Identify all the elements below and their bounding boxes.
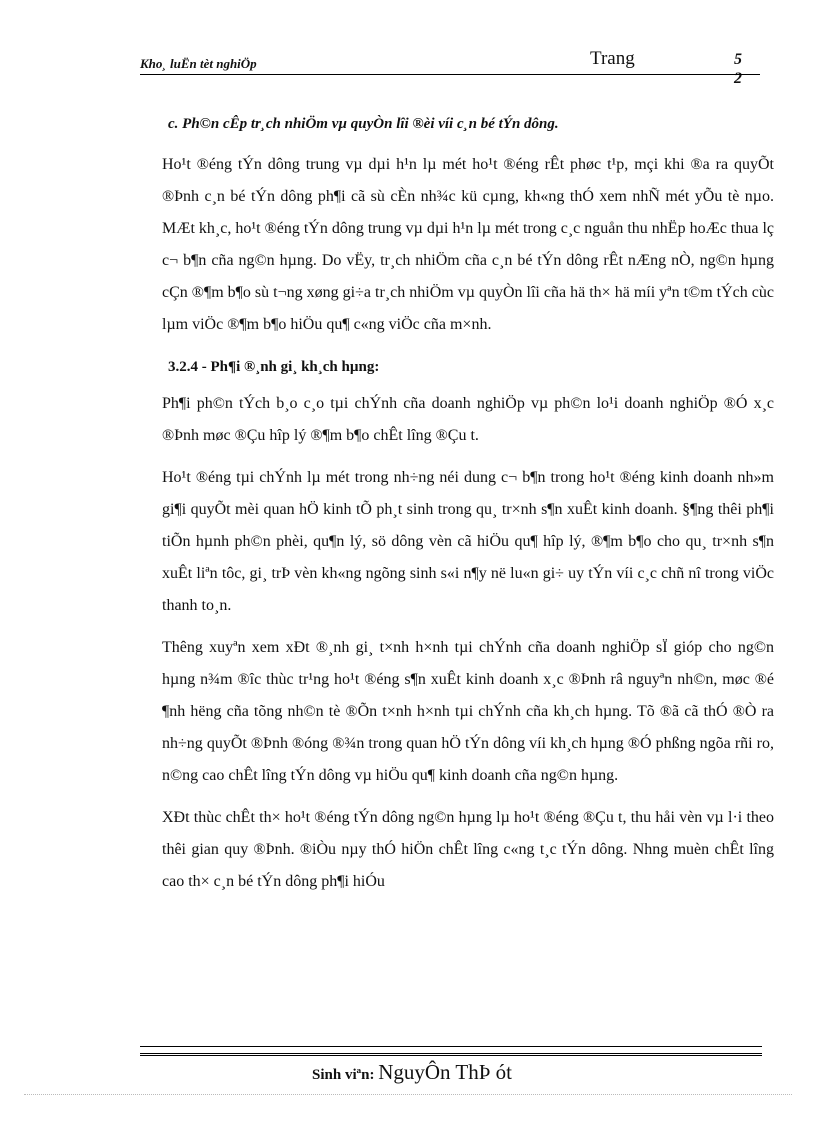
page-bottom-edge: [24, 1094, 792, 1095]
subsection-heading: 3.2.4 - Ph¶i ®¸nh gi¸ kh¸ch hµng:: [168, 359, 380, 375]
paragraph: XÐt thùc chÊt th× ho¹t ®éng tÝn dông ng©n hµng lµ ho¹t ®éng ®Çu t, thu håi vèn vµ l·i theo thêi gian quy ®Þnh. ®iÒu nµy thÓ hiÖn chÊt lîng c«ng t¸c tÝn dông. Nhng muèn chÊt lîng cao th× c¸n bé tÝn dông ph¶i hiÓu: [162, 809, 774, 890]
page-number-bottom: 2: [734, 70, 742, 87]
header-title: Kho¸ luËn tèt nghiÖp: [140, 56, 257, 71]
footer-author-name: NguyÔn ThÞ ót: [378, 1060, 512, 1084]
page-footer: Sinh viªn: NguyÔn ThÞ ót: [312, 1060, 512, 1084]
footer-divider-thin: [140, 1055, 762, 1056]
header-divider: [140, 74, 760, 75]
page-body: [162, 116, 774, 908]
paragraph: Ph¶i ph©n tÝch b¸o c¸o tµi chÝnh cña doanh nghiÖp vµ ph©n lo¹i doanh nghiÖp ®Ó x¸c ®Þnh møc ®Çu hîp lý ®¶m b¶o chÊt lîng ®Çu t.: [162, 395, 774, 444]
section-heading: c. Ph©n cÊp tr¸ch nhiÖm vµ quyÒn lîi ®èi víi c¸n bé tÝn dông.: [168, 116, 559, 132]
paragraph: Ho¹t ®éng tµi chÝnh lµ mét trong nh÷ng néi dung c¬ b¶n trong ho¹t ®éng kinh doanh nh»m gi¶i quyÕt mèi quan hÖ kinh tÕ ph¸t sinh trong qu¸ tr×nh s¶n xuÊt kinh doanh. §¶ng thêi ph¶i tiÕn hµnh ph©n phèi, qu¶n lý, sö dông vèn cã hiÖu qu¶ hîp lý, ®¶m b¶o cho qu¸ tr×nh s¶n xuÊt liªn tôc, gi¸ trÞ vèn kh«ng ngõng sinh s«i n¶y në lu«n gi÷ uy tÝn víi c¸c chñ nî trong viÖc thanh to¸n.: [162, 469, 774, 614]
page-number-top: 5: [734, 51, 742, 68]
footer-divider: [140, 1046, 762, 1054]
paragraph: Thêng xuyªn xem xÐt ®¸nh gi¸ t×nh h×nh tµi chÝnh cña doanh nghiÖp sÏ gióp cho ng©n hµng n¾m ®îc thùc tr¹ng ho¹t ®éng s¶n xuÊt kinh doanh x¸c ®Þnh râ nguyªn nh©n, møc ®é ¶nh hëng cña tõng nh©n tè ®Õn t×nh h×nh tµi chÝnh cña kh¸ch hµng. Tõ ®ã cã thÓ ®Ò ra nh÷ng quyÕt ®Þnh ®óng ®¾n trong quan hÖ tÝn dông víi kh¸ch hµng ®Ó phßng ngõa rñi ro, n©ng cao chÊt lîng tÝn dông vµ hiÖu qu¶ kinh doanh cña ng©n hµng.: [162, 639, 774, 784]
page-header: [140, 46, 760, 87]
header-page-number: [734, 50, 742, 88]
paragraph: Ho¹t ®éng tÝn dông trung vµ dµi h¹n lµ mét ho¹t ®éng rÊt phøc t¹p, mçi khi ®a ra quyÕt ®Þnh c¸n bé tÝn dông ph¶i cã sù cÈn nh¾c kü cµng, kh«ng thÓ xem nhÑ mét yÕu tè nµo. MÆt kh¸c, ho¹t ®éng tÝn dông trung vµ dµi h¹n lµ mét trong c¸c nguån thu nhËp hoÆc thua lç c¬ b¶n cña ng©n hµng. Do vËy, tr¸ch nhiÖm cña c¸n bé tÝn dông rÊt nÆng nÒ, ng©n hµng cÇn ®¶m b¶o sù t¬ng xøng gi÷a tr¸ch nhiÖm vµ quyÒn lîi cña hä th× hä míi yªn t©m tÝch cùc lµm viÖc ®¶m b¶o hiÖu qu¶ c«ng viÖc cña m×nh.: [162, 156, 774, 333]
footer-label: Sinh viªn: [312, 1067, 370, 1083]
header-page-label: Trang: [590, 48, 635, 69]
